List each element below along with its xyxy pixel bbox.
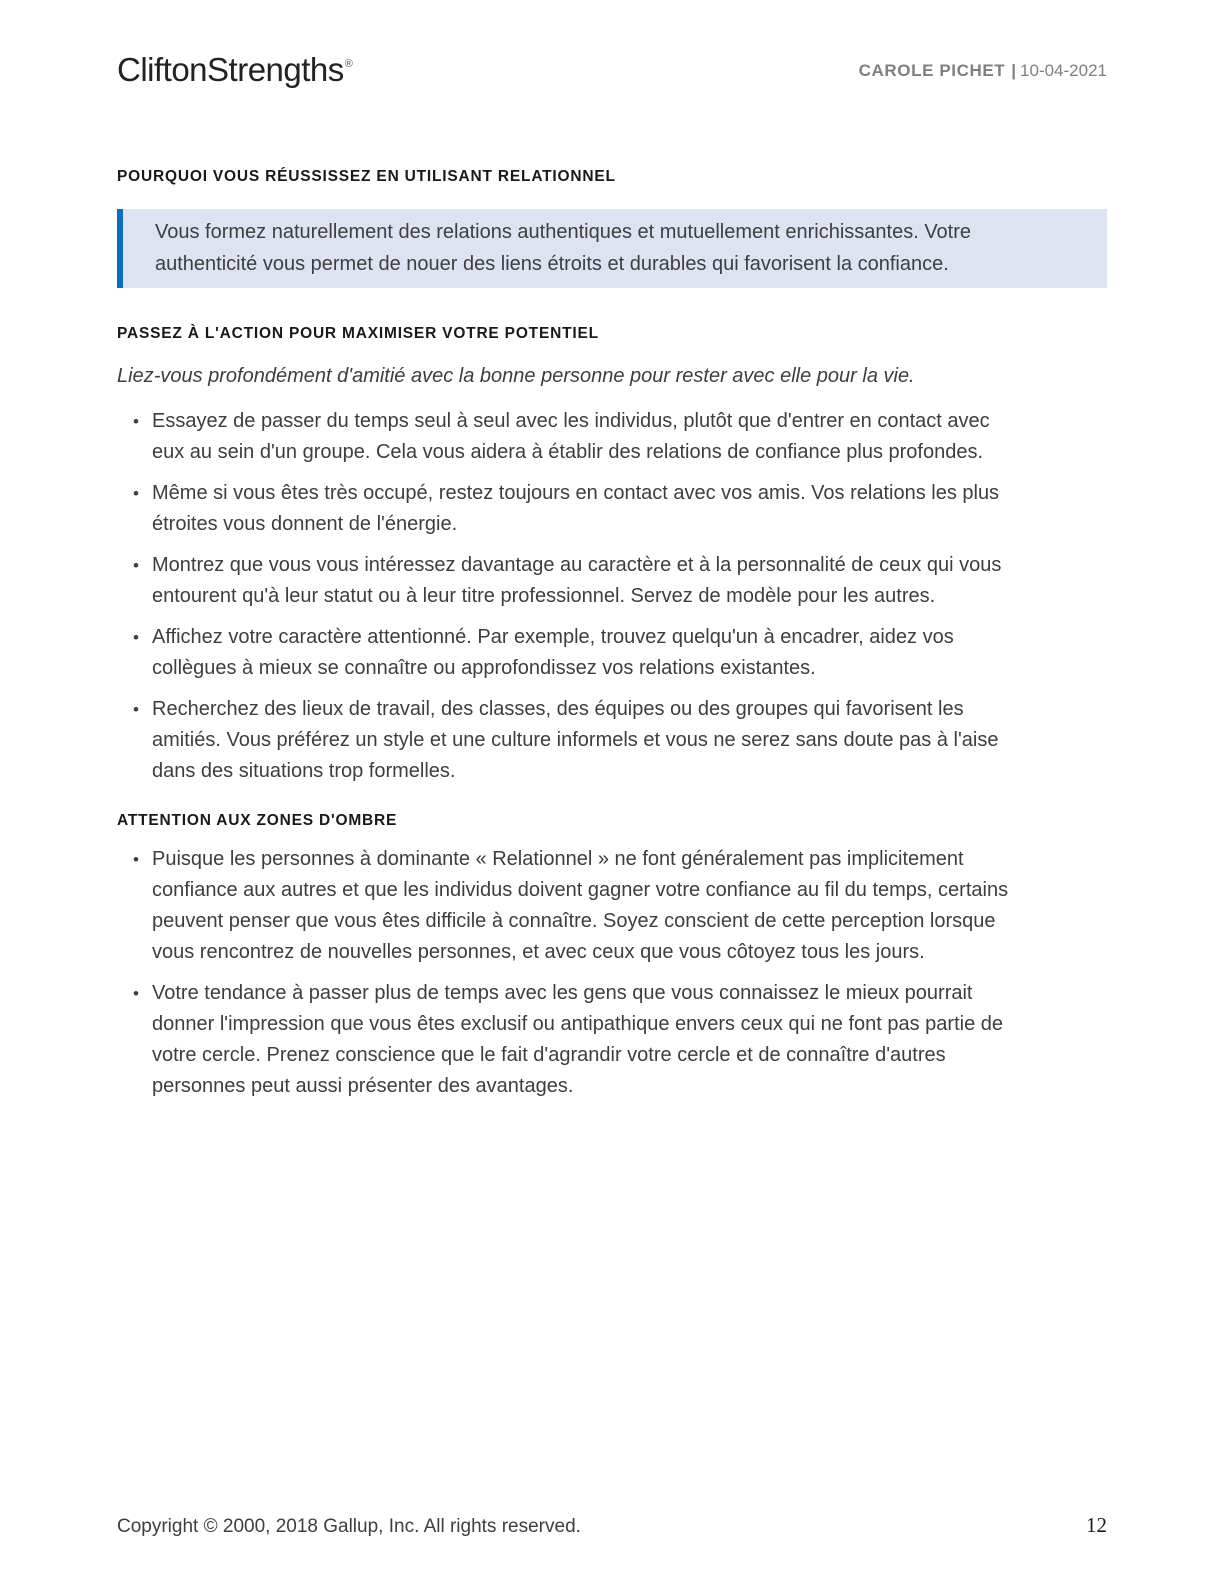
page-number: 12	[1086, 1513, 1107, 1537]
list-item	[117, 978, 1022, 1102]
bullet-text: Montrez que vous vous intéressez davantage au caractère et à la personnalité de ceux qui vous entourent qu'à leur statut ou à leur titre professionnel. Servez de modèle pour les autres.	[152, 554, 1002, 608]
report-meta	[859, 52, 1107, 81]
bullet-text: Votre tendance à passer plus de temps avec les gens que vous connaissez le mieux pourrait donner l'impression que vous êtes exclusif ou antipathique envers ceux qui ne font pas partie de votre cercle. Prenez conscience que le fait d'agrandir votre cercle et de connaître d'autres personnes peut aussi présenter des avantages.	[152, 982, 1004, 1098]
report-date: 10-04-2021	[1020, 61, 1107, 80]
bullet-icon: •	[133, 700, 139, 720]
bullet-icon: •	[133, 484, 139, 504]
bullet-icon: •	[133, 556, 139, 576]
list-item	[117, 550, 1022, 612]
cliftonstrengths-logo	[117, 52, 352, 88]
bullet-text: Puisque les personnes à dominante « Relationnel » ne font généralement pas implicitement confiance aux autres et que les individus doivent gagner votre confiance au fil du temps, certains peuvent penser que vous êtes difficile à connaître. Soyez conscient de cette perception lorsque vous rencontrez de nouvelles personnes, et avec ceux que vous côtoyez tous les jours.	[152, 848, 1009, 964]
strength-callout-box	[117, 209, 1107, 288]
bullet-icon: •	[133, 850, 139, 870]
page-footer	[117, 1513, 1107, 1538]
meta-separator: |	[1011, 61, 1017, 80]
bullet-text: Essayez de passer du temps seul à seul avec les individus, plutôt que d'entrer en contact avec eux au sein d'un groupe. Cela vous aidera à établir des relations de confiance plus profondes.	[152, 410, 990, 464]
logo-text: CliftonStrengths	[117, 51, 344, 88]
action-intro: Liez-vous profondément d'amitié avec la bonne personne pour rester avec elle pour la vie.	[117, 365, 915, 388]
section-heading-action: PASSEZ À L'ACTION POUR MAXIMISER VOTRE POTENTIEL	[117, 325, 599, 343]
list-item	[117, 406, 1022, 468]
callout-text: Vous formez naturellement des relations authentiques et mutuellement enrichissantes. Votre authenticité vous permet de nouer des liens étroits et durables qui favorisent la confiance.	[155, 221, 972, 275]
blind-spots-bullet-list	[117, 844, 1022, 1102]
section-heading-blind-spots: ATTENTION AUX ZONES D'OMBRE	[117, 812, 398, 830]
action-bullet-list	[117, 406, 1022, 787]
copyright-notice: Copyright © 2000, 2018 Gallup, Inc. All rights reserved.	[117, 1516, 581, 1537]
section-heading-why: POURQUOI VOUS RÉUSSISSEZ EN UTILISANT RELATIONNEL	[117, 168, 616, 186]
section-take-action	[117, 325, 1107, 787]
bullet-icon: •	[133, 412, 139, 432]
registered-trademark-icon: ®	[344, 58, 353, 70]
section-why-succeed	[117, 168, 1107, 288]
bullet-text: Affichez votre caractère attentionné. Par exemple, trouvez quelqu'un à encadrer, aidez vos collègues à mieux se connaître ou approfondissez vos relations existantes.	[152, 626, 954, 680]
list-item	[117, 694, 1022, 787]
bullet-icon: •	[133, 984, 139, 1004]
list-item	[117, 622, 1022, 684]
list-item	[117, 844, 1022, 968]
bullet-text: Même si vous êtes très occupé, restez toujours en contact avec vos amis. Vos relations les plus étroites vous donnent de l'énergie.	[152, 482, 1000, 536]
section-blind-spots	[117, 812, 1107, 1102]
page-header	[117, 52, 1107, 88]
bullet-text: Recherchez des lieux de travail, des classes, des équipes ou des groupes qui favorisent les amitiés. Vous préférez un style et une culture informels et vous ne serez sans doute pas à l'aise dans des situations trop formelles.	[152, 698, 999, 783]
person-name: CAROLE PICHET	[858, 61, 1006, 80]
list-item	[117, 478, 1022, 540]
bullet-icon: •	[133, 628, 139, 648]
